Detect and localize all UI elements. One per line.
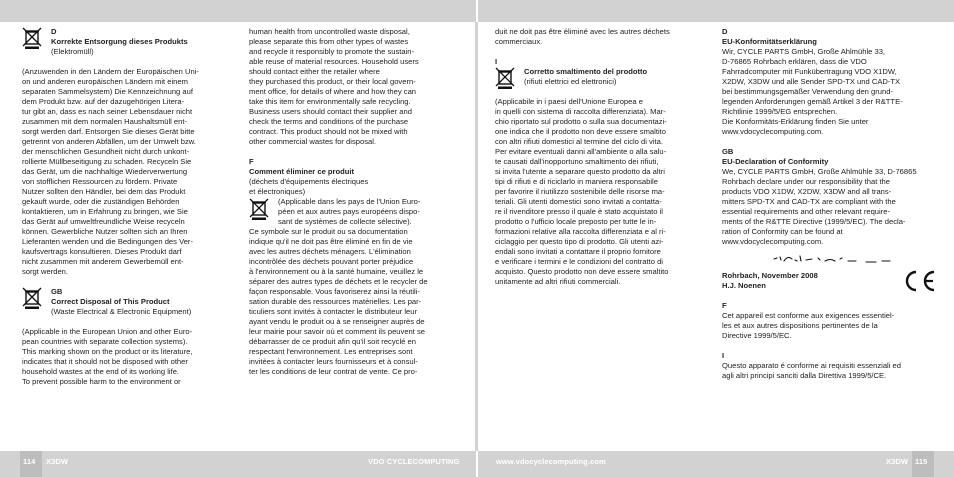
body-line: der menschlichen Gesundheit nicht durch unkont- (22, 147, 190, 156)
body-line: Die Konformitäts-Erklärung finden Sie unter (722, 117, 869, 126)
body-line: sorgt werden darf. Entsorgen Sie dieses Gerät bitte (22, 127, 195, 136)
section-i-disposal (495, 67, 707, 87)
body-line: and recycle it responsibly to promote the sustain- (249, 47, 415, 56)
i-subheading: (rifiuti elettrici ed elettronici) (524, 77, 617, 86)
body-line: getrennt von anderen Abfällen, um der Umwelt bzw. (22, 137, 196, 146)
body-line: von stofflichen Ressourcen zu fördern. Private (22, 177, 178, 186)
signature-area (722, 247, 936, 271)
signatory-name: H.J. Noenen (722, 281, 766, 290)
body-line: Questo apparato é conforme ai requisiti essenziali ed (722, 361, 901, 370)
body-line: mitters SPD-TX and CAD-TX are compliant with the (722, 197, 896, 206)
body-line: gekauft wurde, oder die zuständigen Behörden (22, 197, 180, 206)
body-line: péen et aux autres pays européens dispo- (278, 207, 420, 216)
body-line: in quelli con sistema di raccolta differenziata). Mar- (495, 107, 666, 116)
signatory-block (722, 271, 936, 291)
column-french-italian-disposal (495, 27, 707, 287)
body-line: We, CYCLE PARTS GmbH, Große Ahlmühle 33, D-76865 (722, 167, 917, 176)
body-line: Lieferanten wenden und die Bedingungen des Ver- (22, 237, 193, 246)
body-line: products VDO X1DW, X2DW, X3DW and all trans- (722, 187, 892, 196)
body-line: contract. This product should not be mixed with (249, 127, 408, 136)
body-line: teriali. Gli utenti domestici sono invitati a contatta- (495, 197, 662, 206)
body-line: human health from uncontrolled waste disposal, (249, 27, 410, 36)
body-line: indicates that it should not be disposed with other (22, 357, 188, 366)
body-line: chio riportato sul prodotto o sulla sua documentazi- (495, 117, 667, 126)
body-line: household wastes at the end of its working life. (22, 367, 180, 376)
body-line: sant de systèmes de collecte sélective). (278, 217, 412, 226)
body-line: Nutzer sollten den Händler, bei dem das Produkt (22, 187, 186, 196)
body-line: prodotto o l'ufficio locale preposto per tutte le in- (495, 217, 657, 226)
gb-body (22, 327, 234, 387)
crossed-bin-icon (22, 287, 42, 309)
body-line: on und anderen europäischen Ländern mit einem (22, 77, 188, 86)
body-line: they purchased this product, or their local govern- (249, 77, 416, 86)
body-line: zusammen mit dem normalen Haushaltsmüll ent- (22, 117, 188, 126)
brand-footer: VDO CYCLECOMPUTING (368, 457, 460, 466)
center-gutter (475, 22, 478, 451)
gb-lang-code: GB (722, 147, 734, 156)
body-line: das Gerät, um die nachhaltige Wiederverwertung (22, 167, 188, 176)
section-f-disposal (249, 157, 461, 197)
ce-mark-icon (901, 269, 937, 293)
body-line: séparer des autres types de déchets et le recycler de (249, 277, 428, 286)
body-line: agli altri principi sanciti dalla Direttiva 1999/5/CE. (722, 371, 887, 380)
body-line: Cet appareil est conforme aux exigences essentiel- (722, 311, 895, 320)
body-line: Wir, CYCLE PARTS GmbH, Große Ahlmühle 33, (722, 47, 886, 56)
column-declaration-of-conformity (722, 27, 936, 381)
top-band (0, 0, 954, 22)
body-line: re il rivenditore presso il quale è stato acquistato il (495, 207, 663, 216)
section-d-conformity (722, 27, 936, 137)
page-number-right: 115 (915, 457, 928, 466)
body-line: das Gerät auf umweltfreundliche Weise recyceln (22, 217, 185, 226)
body-line: acquisto. Questo prodotto non deve essere smaltito (495, 267, 669, 276)
section-d-disposal (22, 27, 234, 57)
body-line: pean countries with separate collection systems). (22, 337, 188, 346)
body-line: ayant vendu le produit ou à se renseigner auprès de (249, 317, 425, 326)
body-line: leur mairie pour savoir où et comment ils peuvent se (249, 327, 426, 336)
body-line: Rohrbach declare under our responsibility that the (722, 177, 891, 186)
body-line: ter les conditions de leur contrat de vente. Ce pro- (249, 367, 418, 376)
body-line: separaten Sammelsystem) Die Kennzeichnung auf (22, 87, 193, 96)
body-line: formazioni relative alla raccolta differenziata e al ri- (495, 227, 666, 236)
handwritten-signature (770, 249, 900, 269)
footer-band (0, 451, 954, 477)
f-body (249, 227, 461, 377)
gb-body-continued (249, 27, 461, 147)
f-heading: Comment éliminer ce produit (249, 167, 355, 176)
f-lang-code: F (722, 301, 727, 310)
gb-heading: Correct Disposal of This Product (51, 297, 170, 306)
body-line: bei bestimmungsgemäßer Verwendung den grund- (722, 87, 893, 96)
body-line: ciclaggio per questo tipo di prodotto. Gli utenti azi- (495, 237, 664, 246)
f-lang-code: F (249, 157, 254, 166)
website-footer: www.vdocyclecomputing.com (496, 457, 606, 466)
i-lang-code: I (495, 57, 498, 66)
column-english-french-disposal (249, 27, 461, 377)
body-line: ments of the R&TTE Directive (1999/5/EC). The decla- (722, 217, 906, 226)
d-heading: Korrekte Entsorgung dieses Produkts (51, 37, 188, 46)
body-line: essential requirements and other relevant require- (722, 207, 890, 216)
body-line: tipi di rifiuti e di riciclarlo in maniera responsabile (495, 177, 658, 186)
page-divider (476, 451, 478, 477)
body-line: D-76865 Rohrbach erklären, dass die VDO (722, 57, 867, 66)
body-line: invitées à contacter leurs fournisseurs et à consul- (249, 357, 418, 366)
crossed-bin-icon (495, 67, 515, 89)
body-line: other commercial wastes for disposal. (249, 137, 377, 146)
body-line: should contact either the retailer where (249, 67, 380, 76)
body-line: ticuliers sont invités à contacter le distributeur leur (249, 307, 417, 316)
body-line: Richtlinie 1999/5/EG entsprechen. (722, 107, 838, 116)
body-line: rollierte Müllbeseitigung zu schaden. Recyceln Sie (22, 157, 192, 166)
body-line: können. Gewerbliche Nutzer sollten sich an Ihren (22, 227, 188, 236)
body-line: e verificare i termini e le condizioni del contratto di (495, 257, 663, 266)
body-line: www.vdocyclecomputing.com. (722, 237, 824, 246)
body-line: take this item for environmentally safe recycling. (249, 97, 411, 106)
crossed-bin-icon (22, 27, 42, 49)
body-line: Fahrradcomputer mit Funkübertragung VDO X1DW, (722, 67, 897, 76)
body-line: www.vdocyclecomputing.com. (722, 127, 824, 136)
body-line: duit ne doit pas être éliminé avec les autres déchets (495, 27, 670, 36)
body-line: tur gibt an, dass es nach seiner Lebensdauer nicht (22, 107, 193, 116)
section-i-conformity (722, 351, 936, 381)
body-line: check the terms and conditions of the purchase (249, 117, 409, 126)
gb-subheading: (Waste Electrical & Electronic Equipment) (51, 307, 192, 316)
body-line: one indica che il prodotto non deve essere smaltito (495, 127, 666, 136)
d-conformity-heading: EU-Konformitätserklärung (722, 37, 817, 46)
body-line: commerciaux. (495, 37, 543, 46)
body-line: per favorire il riutilizzo sostenibile delle risorse ma- (495, 187, 665, 196)
i-heading: Corretto smaltimento del prodotto (524, 67, 648, 76)
body-line: endali sono invitati a contattare il proprio fornitore (495, 247, 661, 256)
body-line: te causati dall'inopportuno smaltimento dei rifiuti, (495, 157, 659, 166)
body-line: kontaktieren, um in Erfahrung zu bringen, wie Sie (22, 207, 188, 216)
page-number-left: 114 (23, 457, 36, 466)
f-subheading: (déchets d'équipements électriques (249, 177, 369, 186)
body-line: si invita l'utente a separare questo prodotto da altri (495, 167, 665, 176)
section-gb-conformity (722, 147, 936, 247)
body-line: ration of Conformity can be found at (722, 227, 843, 236)
section-f-conformity (722, 301, 936, 341)
body-line: (Applicable dans les pays de l'Union Euro- (278, 197, 421, 206)
body-line: X2DW, X3DW und alle Sender SPD-TX und CAD-TX (722, 77, 901, 86)
body-line: à l'environnement ou à la santé humaine, veuillez le (249, 267, 424, 276)
body-line: sorgt werden. (22, 267, 69, 276)
body-line: con altri rifiuti domestici al termine del ciclo di vita. (495, 137, 663, 146)
model-name-right: X3DW (886, 457, 909, 466)
body-line: Directive 1999/5/EC. (722, 331, 792, 340)
signature-place-date: Rohrbach, November 2008 (722, 271, 818, 280)
body-line: façon responsable. Vous favoriserez ainsi la réutili- (249, 287, 420, 296)
d-lang-code: D (722, 27, 728, 36)
body-line: kaufsvertrags konsultieren. Dieses Produkt darf (22, 247, 182, 256)
body-line: able reuse of material resources. Household users (249, 57, 419, 66)
body-line: nicht zusammen mit anderem Gewerbemüll ent- (22, 257, 184, 266)
body-line: incontrôlée des déchets pouvant porter préjudice (249, 257, 414, 266)
page-divider (476, 0, 478, 22)
body-line: respectant l'environnement. Les entreprises sont (249, 347, 413, 356)
body-line: To prevent possible harm to the environment or (22, 377, 181, 386)
body-line: This marking shown on the product or its literature, (22, 347, 193, 356)
body-line: dem Produkt bzw. auf der dazugehörigen Litera- (22, 97, 185, 106)
d-body (22, 67, 234, 277)
body-line: unitamente ad altri rifiuti commerciali. (495, 277, 621, 286)
body-line: Ce symbole sur le produit ou sa documentation (249, 227, 408, 236)
body-line: (Applicable in the European Union and other Euro- (22, 327, 193, 336)
model-name-left: X3DW (46, 457, 69, 466)
section-gb-disposal (22, 287, 234, 317)
body-line: indique qu'il ne doit pas être éliminé en fin de vie (249, 237, 413, 246)
body-line: please separate this from other types of wastes (249, 37, 409, 46)
f-icon-block (249, 197, 461, 227)
crossed-bin-icon (249, 198, 269, 220)
i-lang-code: I (722, 351, 725, 360)
body-line: Per evitare eventuali danni all'ambiente o alla salu- (495, 147, 667, 156)
body-line: (Anzuwenden in den Ländern der Europäischen Uni- (22, 67, 199, 76)
i-body (495, 97, 707, 287)
body-line: (Applicabile in i paesi dell'Unione Europea e (495, 97, 643, 106)
body-line: legenden Anforderungen gemäß Artikel 3 der R&TTE- (722, 97, 903, 106)
body-line: Business users should contact their supplier and (249, 107, 412, 116)
body-line: avec les autres déchets ménagers. L'élimination (249, 247, 411, 256)
column-german-english-disposal (22, 27, 234, 387)
gb-lang-code: GB (51, 287, 63, 296)
body-line: ment office, for details of where and how they can (249, 87, 417, 96)
gb-conformity-heading: EU-Declaration of Conformity (722, 157, 829, 166)
f-body-continued (495, 27, 707, 47)
body-line: débarrasser de ce produit afin qu'il soit recyclé en (249, 337, 416, 346)
f-subheading: et électroniques) (249, 187, 306, 196)
d-lang-code: D (51, 27, 57, 36)
body-line: les et aux autres dispositions pertinentes de la (722, 321, 878, 330)
body-line: sation durable des ressources matérielles. Les par- (249, 297, 422, 306)
d-subheading: (Elektromüll) (51, 47, 94, 56)
